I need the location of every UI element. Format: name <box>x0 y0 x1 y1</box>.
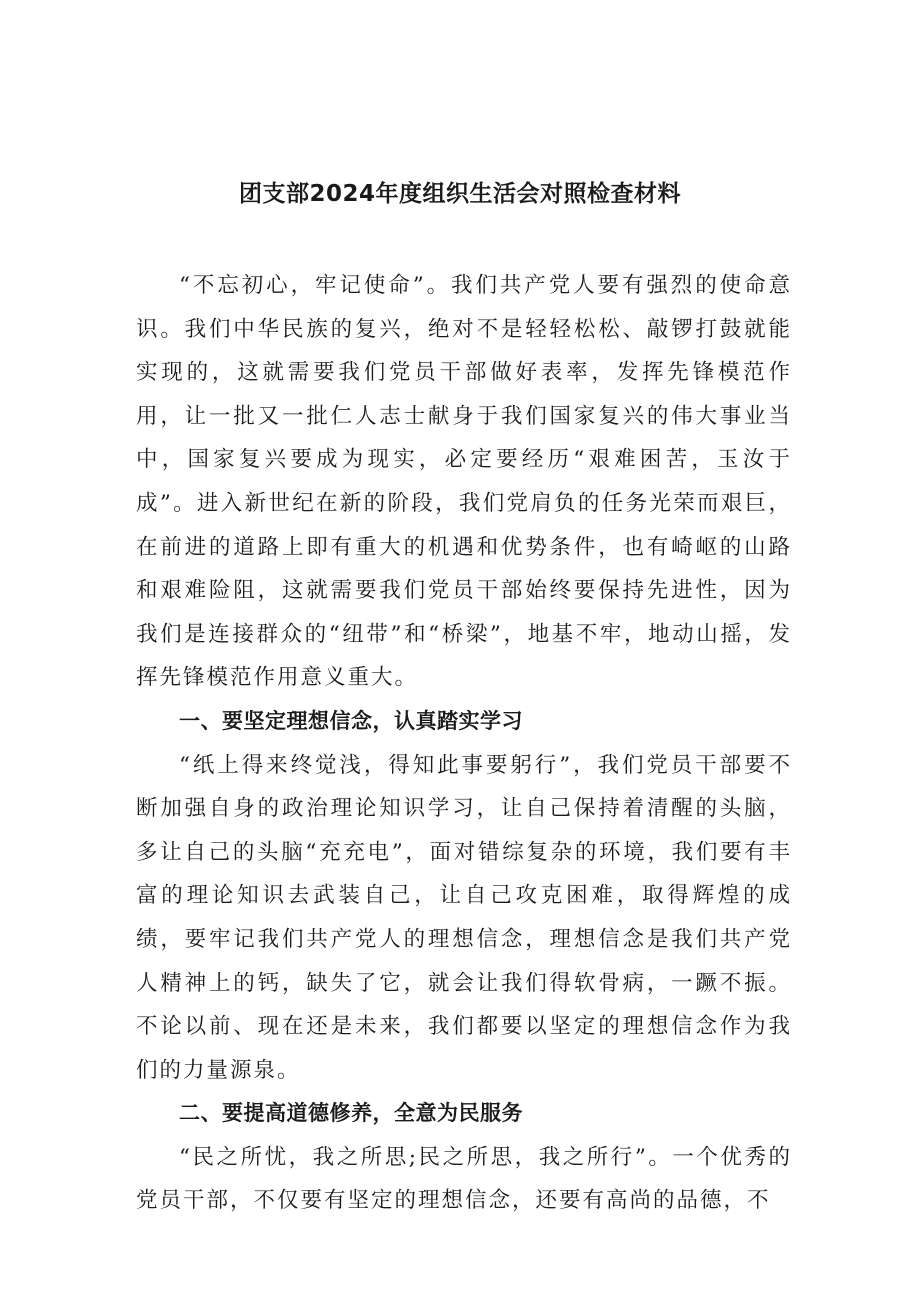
section-paragraph-2: “民之所忧，我之所思;民之所思，我之所行”。一个优秀的党员干部，不仅要有坚定的理想信念，还要有高尚的品德，不 <box>136 1144 792 1214</box>
section-heading-1: 一、要坚定理想信念，认真踏实学习 <box>179 708 523 733</box>
document-title: 团支部2024年度组织生活会对照检查材料 <box>238 181 681 207</box>
document-body <box>136 264 792 1223</box>
intro-paragraph: “不忘初心，牢记使命”。我们共产党人要有强烈的使命意识。我们中华民族的复兴，绝对不是轻轻松松、敲锣打鼓就能实现的，这就需要我们党员干部做好表率，发挥先锋模范作用，让一批又一批仁人志士献身于我们国家复兴的伟大事业当中，国家复兴要成为现实，必定要经历“艰难困苦，玉汝于成”。进入新世纪在新的阶段，我们党肩负的任务光荣而艰巨，在前进的道路上即有重大的机遇和优势条件，也有崎岖的山路和艰难险阻，这就需要我们党员干部始终要保持先进性，因为我们是连接群众的“纽带”和“桥梁”，地基不牢，地动山摇，发挥先锋模范作用意义重大。 <box>136 273 792 691</box>
section-paragraph-1: “纸上得来终觉浅，得知此事要躬行”，我们党员干部要不断加强自身的政治理论知识学习，让自己保持着清醒的头脑，多让自己的头脑“充充电”，面对错综复杂的环境，我们要有丰富的理论知识去武装自己，让自己攻克困难，取得辉煌的成绩，要牢记我们共产党人的理想信念，理想信念是我们共产党人精神上的钙，缺失了它，就会让我们得软骨病，一蹶不振。不论以前、现在还是未来，我们都要以坚定的理想信念作为我们的力量源泉。 <box>136 752 792 1083</box>
section-heading-2: 二、要提高道德修养，全意为民服务 <box>179 1101 523 1126</box>
